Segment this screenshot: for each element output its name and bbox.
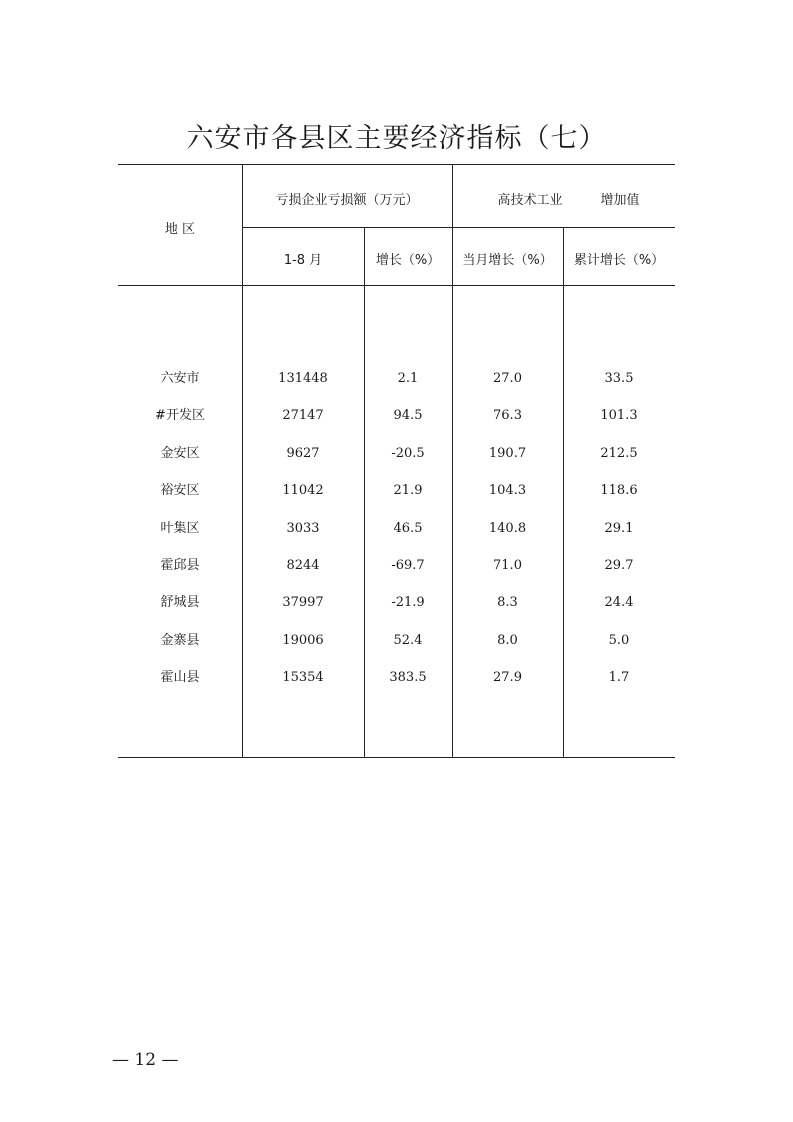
cell-cum-growth: 24.4 [604, 595, 634, 611]
header-col-growth: 增长（%） [375, 253, 441, 268]
cell-loss-growth: 46.5 [393, 520, 423, 536]
cell-month-growth: 140.8 [488, 520, 527, 536]
cell-loss: 11042 [282, 483, 324, 499]
header-value-added: 增加值 [600, 193, 640, 208]
cell-loss-growth: -20.5 [391, 445, 425, 461]
cell-loss-growth: 21.9 [393, 483, 423, 499]
cell-loss-growth: 94.5 [393, 408, 423, 424]
cell-cum-growth: 5.0 [608, 632, 630, 648]
header-col-jan-aug: 1-8 月 [283, 253, 323, 268]
cell-region: 霍山县 [160, 670, 200, 686]
cell-loss: 8244 [286, 558, 320, 573]
cell-month-growth: 76.3 [493, 408, 522, 424]
table-top-border [118, 164, 675, 165]
cell-month-growth: 190.7 [488, 445, 527, 461]
cell-region: 舒城县 [160, 595, 200, 611]
cell-cum-growth: 212.5 [600, 445, 638, 461]
cell-cum-growth: 29.7 [604, 558, 634, 573]
cell-month-growth: 71.0 [493, 558, 522, 573]
cell-loss: 15354 [282, 670, 324, 686]
header-col-month-growth: 当月增长（%） [462, 253, 553, 268]
cell-region: 六安市 [160, 371, 200, 386]
cell-loss-growth: -21.9 [391, 595, 425, 611]
cell-month-growth: 104.3 [488, 483, 527, 499]
cell-region: 霍邱县 [160, 558, 200, 573]
header-hightech-group: 高技术工业 [497, 193, 563, 208]
cell-region: 金安区 [160, 445, 200, 461]
header-region: 地 区 [164, 222, 196, 237]
cell-cum-growth: 1.7 [608, 670, 630, 686]
cell-month-growth: 27.9 [493, 670, 522, 686]
cell-cum-growth: 33.5 [604, 371, 634, 386]
cell-loss: 3033 [286, 520, 320, 536]
cell-loss-growth: 2.1 [397, 371, 419, 386]
page-number: — 12 — [112, 1050, 179, 1070]
cell-region: 裕安区 [160, 483, 200, 499]
cell-loss: 131448 [278, 371, 328, 386]
cell-month-growth: 8.0 [497, 632, 518, 648]
cell-cum-growth: 29.1 [604, 520, 634, 536]
header-loss-group: 亏损企业亏损额（万元） [275, 193, 419, 208]
cell-loss-growth: 383.5 [389, 670, 427, 686]
header-col-cum-growth: 累计增长（%） [573, 253, 665, 268]
cell-cum-growth: 118.6 [600, 483, 638, 499]
cell-loss-growth: 52.4 [393, 632, 423, 648]
cell-loss: 9627 [286, 445, 320, 461]
cell-month-growth: 27.0 [493, 371, 522, 386]
cell-loss: 27147 [282, 408, 324, 424]
header-bottom-border [118, 285, 675, 286]
cell-region: 金寨县 [160, 632, 200, 648]
cell-cum-growth: 101.3 [600, 408, 638, 424]
cell-month-growth: 8.3 [497, 595, 518, 611]
cell-loss: 37997 [282, 595, 324, 611]
cell-loss: 19006 [282, 632, 324, 648]
cell-loss-growth: -69.7 [391, 558, 425, 573]
table-bottom-border [118, 757, 675, 758]
header-mid-border [242, 227, 675, 228]
cell-region: #开发区 [155, 408, 205, 424]
cell-region: 叶集区 [160, 520, 200, 536]
page-title: 六安市各县区主要经济指标（七） [186, 123, 607, 154]
